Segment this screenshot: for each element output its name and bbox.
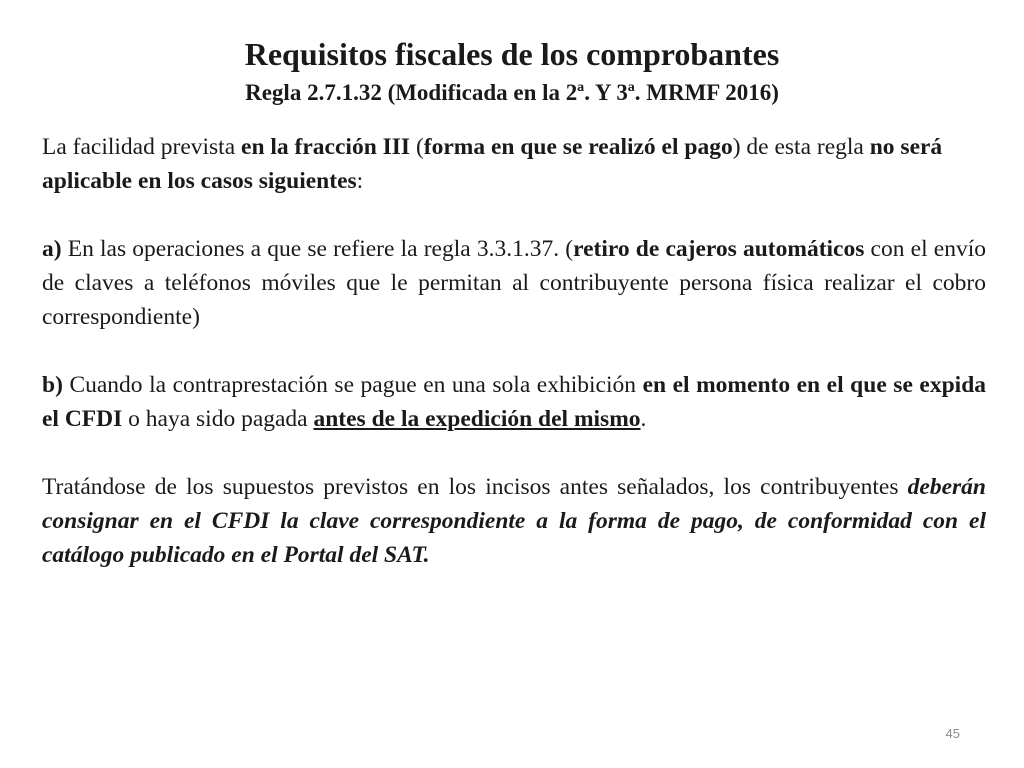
slide-body (42, 130, 986, 606)
text-run: con el envío de claves a teléfonos móviles que le permitan al contribuyente persona física realizar el cobro correspondiente) (42, 236, 986, 330)
bold-run: en la fracción III (241, 134, 411, 160)
paragraph-item-a (42, 232, 986, 334)
text-run: . (640, 406, 647, 432)
item-marker: b) (42, 372, 63, 398)
paragraph-conclusion (42, 470, 986, 572)
text-run: Tratándose de los supuestos previstos en los incisos antes señalados, los contribuyentes (42, 474, 908, 500)
text-run: o haya sido pagada (122, 406, 314, 432)
bold-run: forma en que se realizó el pago (423, 134, 733, 160)
text-run: ) de esta regla (732, 134, 870, 160)
bold-run: retiro de cajeros automáticos (573, 236, 865, 262)
bold-underlined-run: antes de la expedición del mismo (313, 406, 641, 432)
text-run: ( (410, 134, 424, 160)
paragraph-item-b (42, 368, 986, 436)
bold-italic-run: deberán consignar en el CFDI la clave correspondiente a la forma de pago, de conformidad con el catálogo publicado en el Portal del SAT. (42, 474, 986, 568)
bold-run: en el momento en el que se expida el CFDI (42, 372, 987, 432)
text-run: En las operaciones a que se refiere la regla 3.3.1.37. ( (61, 236, 574, 262)
item-marker: a) (42, 236, 62, 262)
text-run: La facilidad prevista (42, 134, 242, 160)
slide-title: Requisitos fiscales de los comprobantes (244, 36, 780, 72)
bold-run: no será aplicable en los casos siguientes (42, 134, 943, 194)
paragraph-intro (42, 130, 986, 198)
text-run: : (356, 168, 364, 194)
text-run: Cuando la contraprestación se pague en una sola exhibición (62, 372, 643, 398)
slide-subtitle: Regla 2.7.1.32 (Modificada en la 2ª. Y 3ª. MRMF 2016) (245, 80, 779, 105)
page-number: 45 (945, 726, 960, 741)
